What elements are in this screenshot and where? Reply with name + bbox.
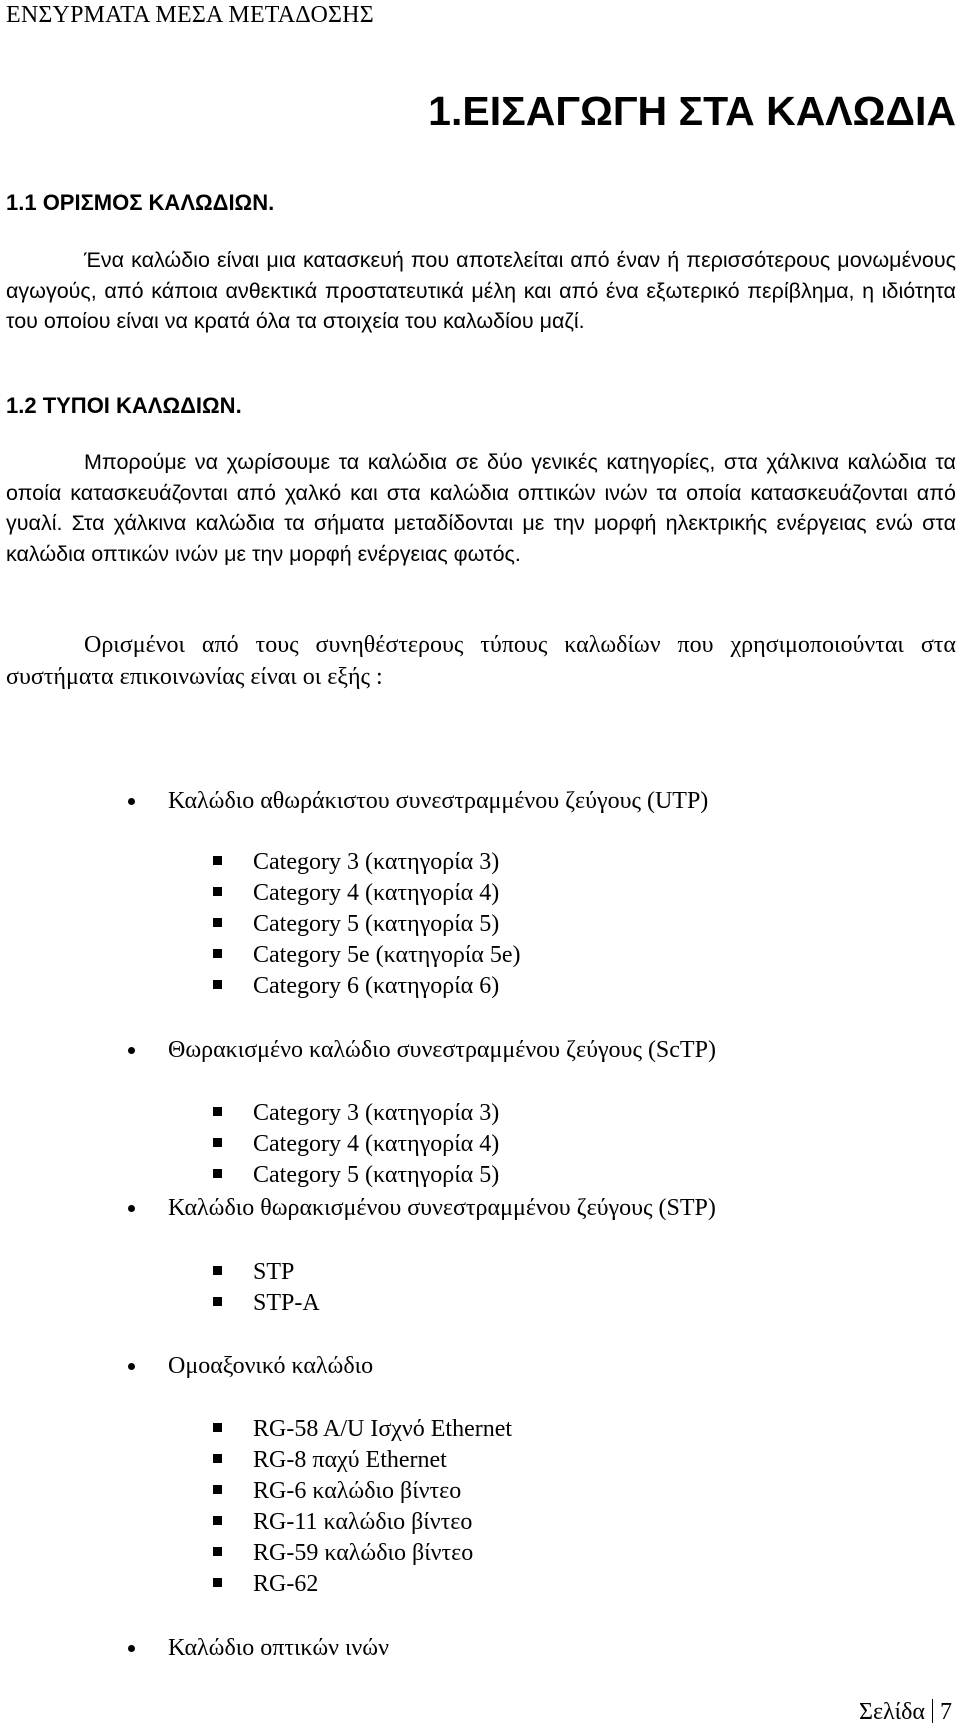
list-item-label: Καλώδιο αθωράκιστου συνεστραμμένου ζεύγους (UTP) (168, 788, 709, 814)
list-item-label: Καλώδιο οπτικών ινών (168, 1635, 389, 1661)
sub-item-label: STP-A (253, 1290, 320, 1316)
bullet-dot-icon (128, 798, 135, 805)
sub-item-label: Category 4 (κατηγορία 4) (253, 1131, 500, 1157)
square-bullet-icon (213, 918, 222, 927)
definition-paragraph: Ένα καλώδιο είναι μια κατασκευή που αποτελείται από έναν ή περισσότερους μονωμένους αγωγούς, από κάποια ανθεκτικά προστατευτικά μέλη και από ένα εξωτερικό περίβλημα, η ιδιότητα του οποίου είναι να κρατά όλα τα στοιχεία του καλωδίου μαζί. (6, 248, 956, 333)
sub-item-label: RG-59 καλώδιο βίντεο (253, 1540, 474, 1566)
square-bullet-icon (213, 1138, 222, 1147)
section-title-types: 1.2 ΤΥΠΟΙ ΚΑΛΩΔΙΩΝ. (6, 393, 242, 418)
sub-item-label: STP (253, 1259, 295, 1285)
square-bullet-icon (213, 1454, 222, 1463)
page-label: Σελίδα (858, 1699, 925, 1725)
sub-item-label: Category 5 (κατηγορία 5) (253, 1162, 500, 1188)
bullet-dot-icon (128, 1047, 135, 1054)
square-bullet-icon (213, 1485, 222, 1494)
sub-item-label: RG-8 παχύ Ethernet (253, 1447, 447, 1473)
sub-item-label: RG-6 καλώδιο βίντεο (253, 1478, 462, 1504)
list-item-label: Καλώδιο θωρακισμένου συνεστραμμένου ζεύγους (STP) (168, 1195, 716, 1221)
section-title-definition: 1.1 ΟΡΙΣΜΟΣ ΚΑΛΩΔΙΩΝ. (6, 190, 275, 215)
bullet-dot-icon (128, 1645, 135, 1652)
sub-item-label: Category 4 (κατηγορία 4) (253, 880, 500, 906)
sub-item-label: Category 5e (κατηγορία 5e) (253, 942, 521, 968)
page-divider (932, 1699, 933, 1723)
square-bullet-icon (213, 1423, 222, 1432)
square-bullet-icon (213, 1516, 222, 1525)
list-item-label: Ομοαξονικό καλώδιο (168, 1353, 374, 1379)
page-number (859, 1699, 952, 1726)
page-number-value: 7 (940, 1699, 952, 1725)
sub-item-label: Category 5 (κατηγορία 5) (253, 911, 500, 937)
square-bullet-icon (213, 1266, 222, 1275)
types-paragraph: Μπορούμε να χωρίσουμε τα καλώδια σε δύο γενικές κατηγορίες, στα χάλκινα καλώδια τα οποία κατασκευάζονται από χαλκό και στα καλώδια οπτικών ινών τα οποία κατασκευάζονται από γυαλί. Στα χάλκινα καλώδια τα σήματα μεταδίδονται με την μορφή ηλεκτρικής ενέργειας ενώ στα καλώδια οπτικών ινών με την μορφή ενέργειας φωτός. (6, 450, 956, 566)
list-item-label: Θωρακισμένο καλώδιο συνεστραμμένου ζεύγους (ScTP) (168, 1037, 716, 1063)
sub-item-label: RG-11 καλώδιο βίντεο (253, 1509, 473, 1535)
sub-item-label: RG-58 A/U Ισχνό Ethernet (253, 1416, 513, 1442)
sub-item-label: Category 3 (κατηγορία 3) (253, 849, 500, 875)
square-bullet-icon (213, 1169, 222, 1178)
sub-item-label: Category 3 (κατηγορία 3) (253, 1100, 500, 1126)
square-bullet-icon (213, 1107, 222, 1116)
square-bullet-icon (213, 949, 222, 958)
square-bullet-icon (213, 856, 222, 865)
square-bullet-icon (213, 1578, 222, 1587)
bullet-dot-icon (128, 1363, 135, 1370)
square-bullet-icon (213, 1297, 222, 1306)
sub-item-label: Category 6 (κατηγορία 6) (253, 973, 500, 999)
running-header: ΕΝΣΥΡΜΑΤΑ ΜΕΣΑ ΜΕΤΑΔΟΣΗΣ (6, 2, 374, 28)
square-bullet-icon (213, 1547, 222, 1556)
square-bullet-icon (213, 980, 222, 989)
square-bullet-icon (213, 887, 222, 896)
sub-item-label: RG-62 (253, 1571, 319, 1597)
chapter-title: 1.ΕΙΣΑΓΩΓΗ ΣΤΑ ΚΑΛΩΔΙΑ (428, 88, 956, 134)
bullet-dot-icon (128, 1205, 135, 1212)
types-intro-paragraph: Ορισμένοι από τους συνηθέστερους τύπους καλωδίων που χρησιμοποιούνται στα συστήματα επικοινωνίας είναι οι εξής : (6, 632, 956, 690)
